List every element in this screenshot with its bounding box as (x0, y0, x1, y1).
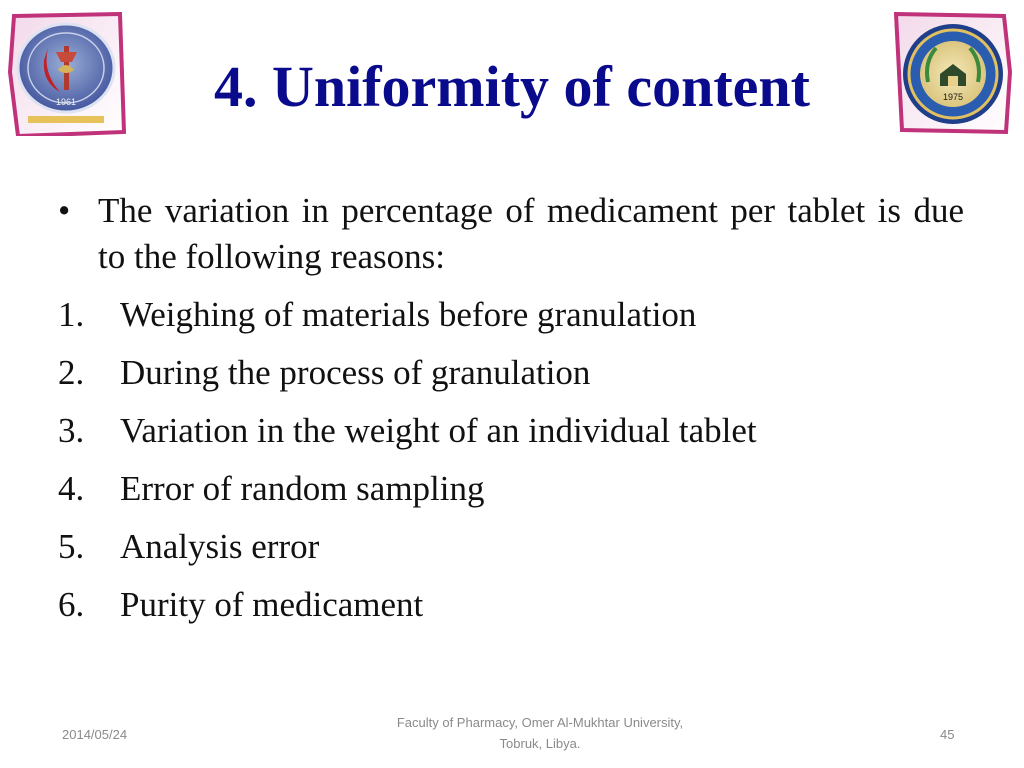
list-item (58, 582, 964, 628)
list-item-number: 5. (58, 527, 85, 566)
university-logo (894, 12, 1012, 136)
list-item-text: Analysis error (120, 527, 320, 566)
list-item-text: Purity of medicament (120, 585, 424, 624)
faculty-logo (8, 12, 126, 136)
list-item-number: 3. (58, 411, 85, 450)
list-item (58, 408, 964, 454)
footer-date: 2014/05/24 (62, 727, 128, 742)
list-item (58, 350, 964, 396)
footer-institution-line1: Faculty of Pharmacy, Omer Al-Mukhtar University, (396, 715, 684, 730)
intro-text: The variation in percentage of medicament per tablet is due to the following reasons: (98, 191, 964, 276)
list-item-number: 1. (58, 295, 85, 334)
list-item-number: 2. (58, 353, 85, 392)
list-item (58, 466, 964, 512)
page-number: 45 (940, 727, 955, 742)
list-item-text: Weighing of materials before granulation (120, 295, 697, 334)
slide-title: 4. Uniformity of content (213, 54, 810, 119)
intro-bullet (58, 188, 964, 280)
list-item-number: 6. (58, 585, 85, 624)
list-item-text: Variation in the weight of an individual tablet (120, 411, 757, 450)
list-item-text: Error of random sampling (120, 469, 485, 508)
list-item (58, 524, 964, 570)
list-item-number: 4. (58, 469, 85, 508)
logo-year-right: 1975 (942, 92, 964, 102)
footer-institution-line2: Tobruk, Libya. (499, 736, 581, 751)
list-item (58, 292, 964, 338)
slide-body (58, 188, 964, 640)
footer-institution (340, 712, 740, 754)
logo-year-left: 1961 (55, 97, 77, 107)
bullet-marker: • (58, 191, 71, 230)
list-item-text: During the process of granulation (120, 353, 591, 392)
